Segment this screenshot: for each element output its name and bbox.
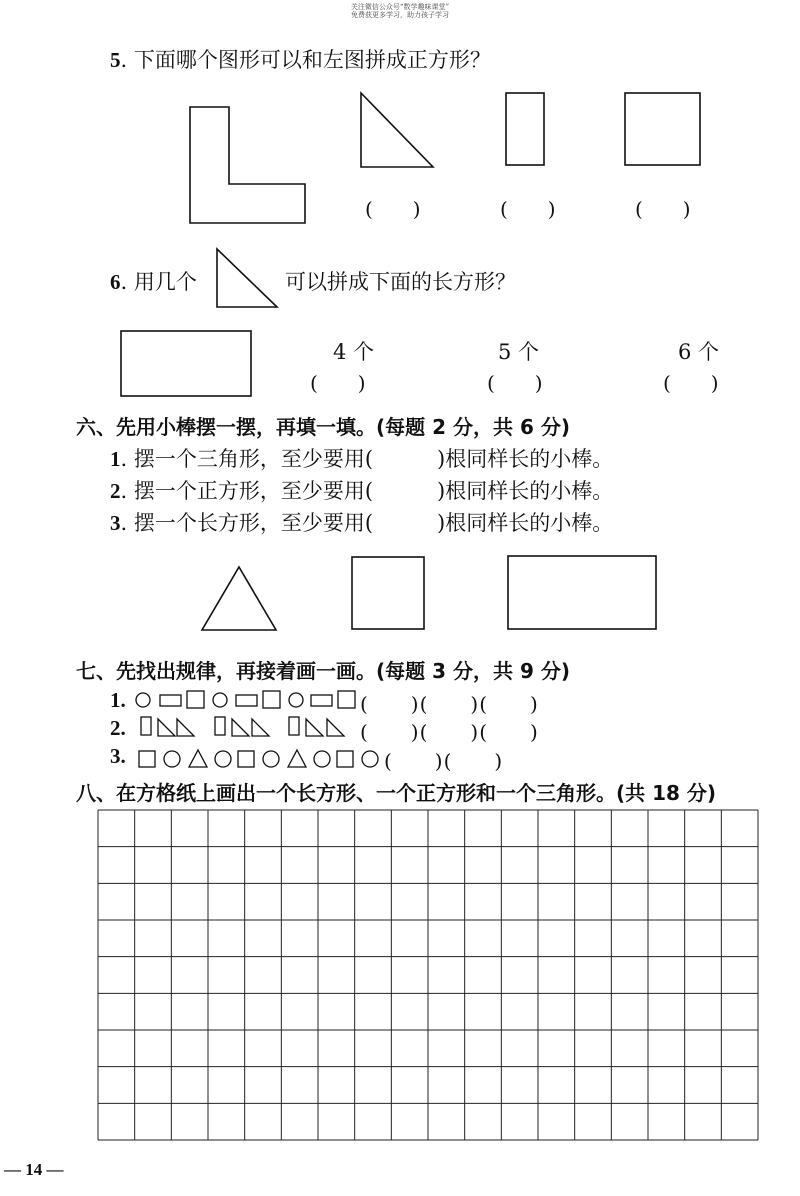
watermark-line-2: 免费获更多学习，助力孩子学习	[351, 11, 449, 19]
s6-item-2-after: )根同样长的小棒。	[437, 479, 614, 503]
s7-item-1-blanks[interactable]: ( )( )( )	[360, 692, 539, 716]
q6-answer-blank-3[interactable]: ( )	[663, 371, 719, 395]
section-7-title: 七、先找出规律，再接着画一画。(每题 3 分，共 9 分)	[76, 659, 570, 683]
s6-item-3-after: )根同样长的小棒。	[437, 511, 614, 535]
q6-option-3: 6 个	[678, 340, 720, 364]
q6-answer-blank-1[interactable]: ( )	[310, 371, 366, 395]
s7-item-2-blanks[interactable]: ( )( )( )	[360, 720, 539, 744]
s6-item-2-before: . 摆一个正方形，至少要用(	[120, 479, 374, 503]
s7-item-3-blanks[interactable]: ( )( )	[384, 749, 504, 773]
s6-item-3-number: 3	[110, 511, 121, 535]
s7-item-3-number: 3.	[110, 744, 126, 768]
q6-text-after: 可以拼成下面的长方形？	[285, 270, 516, 294]
s6-item-1-number: 1	[110, 447, 121, 471]
watermark-line-1: 关注微信公众号“数学趣味课堂”	[350, 3, 450, 11]
s6-item-2-number: 2	[110, 479, 121, 503]
q5-answer-blank-3[interactable]: ( )	[635, 197, 691, 221]
q5-answer-blank-1[interactable]: ( )	[365, 197, 421, 221]
q6-option-2: 5 个	[498, 340, 540, 364]
q6-answer-blank-2[interactable]: ( )	[487, 371, 543, 395]
s6-item-1-after: )根同样长的小棒。	[437, 447, 614, 471]
q6-text-before: . 用几个	[120, 270, 197, 294]
q6-option-1: 4 个	[333, 340, 375, 364]
s7-item-1-number: 1.	[110, 688, 126, 712]
s6-item-1-before: . 摆一个三角形，至少要用(	[120, 447, 374, 471]
q5-answer-blank-2[interactable]: ( )	[500, 197, 556, 221]
q5-number: 5	[110, 48, 121, 72]
s6-item-3-before: . 摆一个长方形，至少要用(	[120, 511, 374, 535]
q5-text: . 下面哪个图形可以和左图拼成正方形？	[120, 48, 491, 72]
section-8-title: 八、在方格纸上画出一个长方形、一个正方形和一个三角形。(共 18 分)	[76, 781, 717, 805]
section-6-title: 六、先用小棒摆一摆，再填一填。(每题 2 分，共 6 分)	[76, 415, 570, 439]
s7-item-2-number: 2.	[110, 716, 126, 740]
q6-number: 6	[110, 270, 121, 294]
page-number: — 14 —	[4, 1160, 64, 1179]
